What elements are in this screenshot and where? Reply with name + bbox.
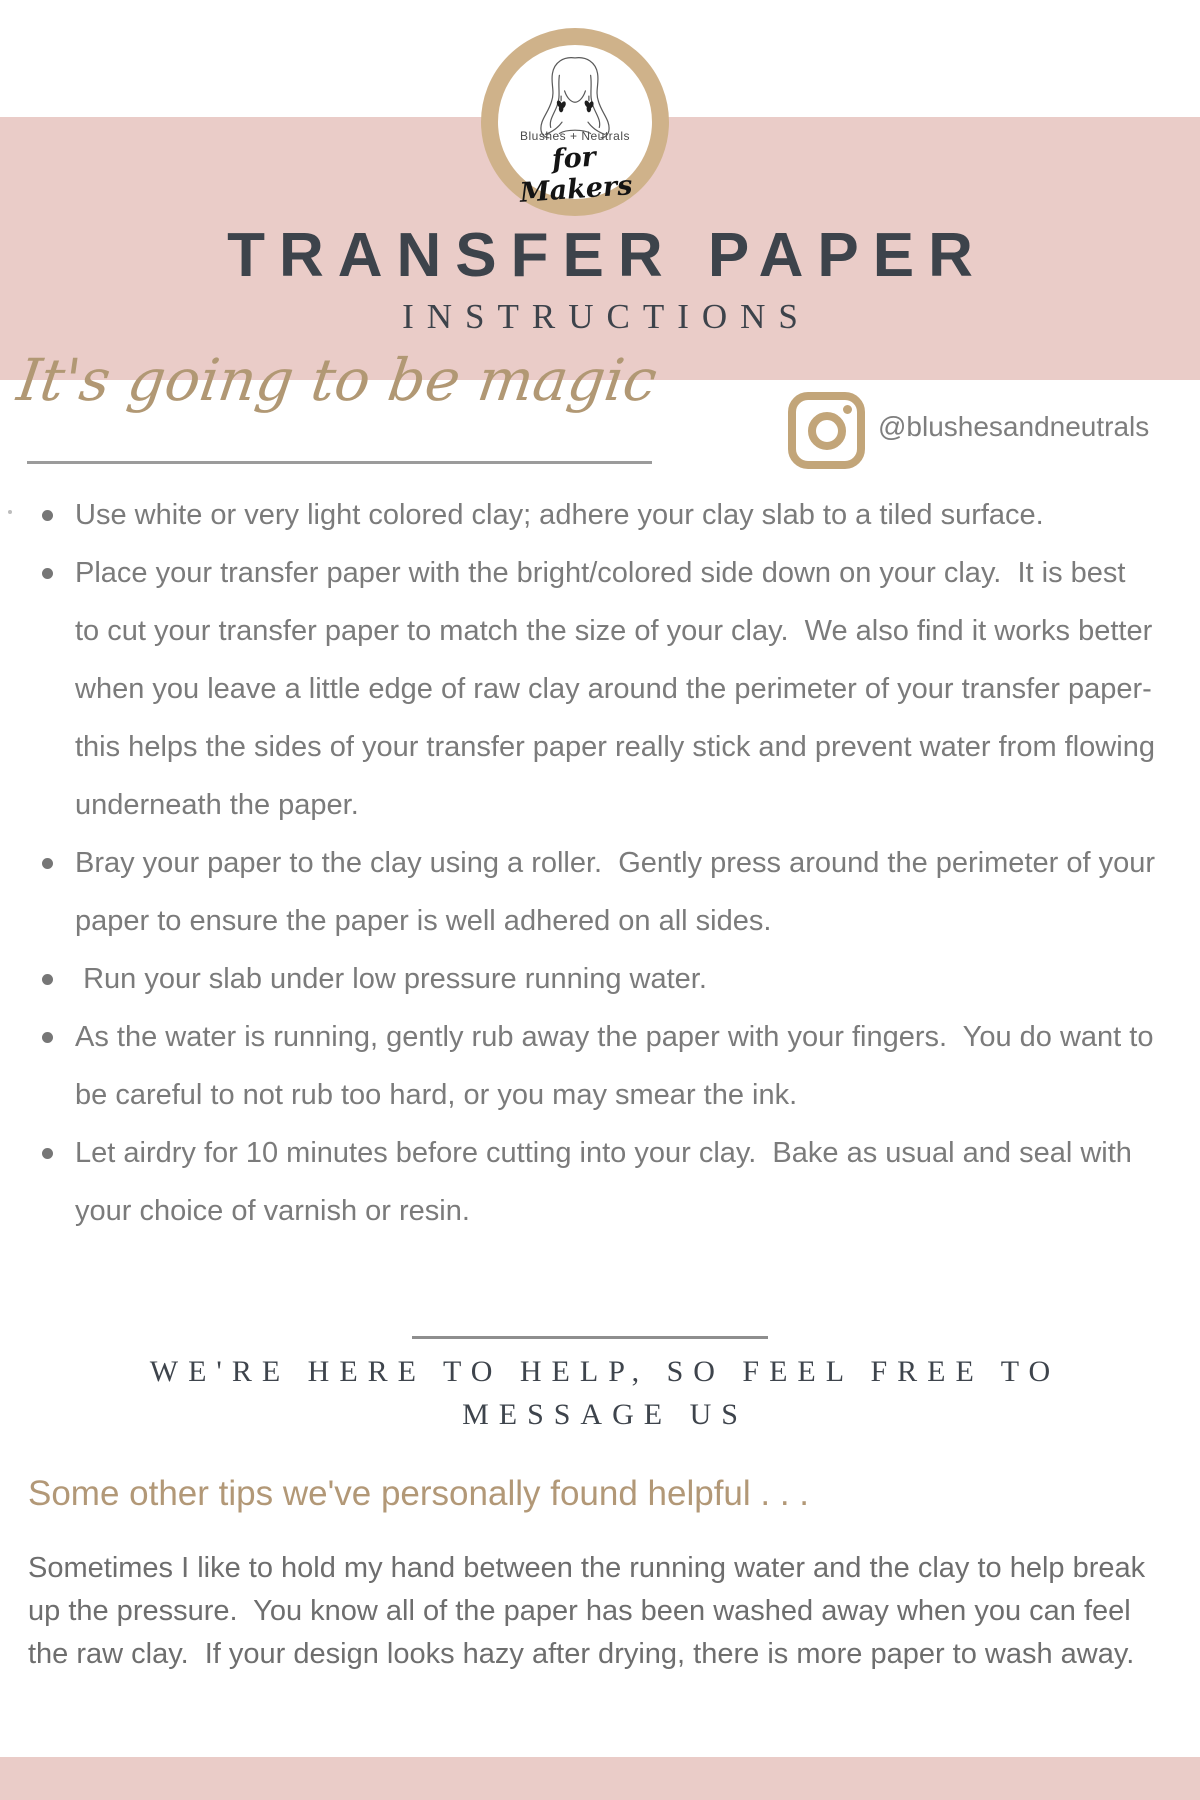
list-item: As the water is running, gently rub away the paper with your fingers. You do want to be careful to not rub too hard, or you may smear the ink.: [40, 1008, 1155, 1124]
page-title: TRANSFER PAPER: [227, 221, 987, 290]
list-item: Let airdry for 10 minutes before cutting into your clay. Bake as usual and seal with your choice of varnish or resin.: [40, 1124, 1155, 1240]
list-item: Use white or very light colored clay; adhere your clay slab to a tiled surface.: [40, 486, 1155, 544]
help-message: [0, 1350, 1200, 1436]
instagram-lens: [808, 412, 846, 450]
tips-heading: Some other tips we've personally found helpful . . .: [28, 1474, 810, 1513]
script-tagline: It's going to be magic: [13, 346, 661, 414]
instagram-flash-dot: [843, 405, 852, 414]
instructions-list: [40, 486, 1164, 1240]
instagram-handle[interactable]: @blushesandneutrals: [878, 411, 1150, 442]
help-message-line1: WE'RE HERE TO HELP, SO FEEL FREE TO: [149, 1355, 1061, 1388]
section-divider: [412, 1336, 768, 1339]
list-item: Run your slab under low pressure running water.: [40, 950, 1155, 1008]
stray-dot: [8, 510, 12, 514]
help-message-line2: MESSAGE US: [462, 1398, 748, 1431]
brand-logo: [481, 28, 669, 216]
logo-brand-name: Blushes + Neutrals: [519, 129, 631, 143]
list-item: Bray your paper to the clay using a roller. Gently press around the perimeter of your paper to ensure the paper is well adhered on all sides.: [40, 834, 1155, 950]
logo-tagline: for Makers: [518, 141, 634, 209]
tagline-underline: [27, 461, 652, 464]
footer-pink-band: [0, 1757, 1200, 1800]
tips-paragraph: Sometimes I like to hold my hand between the running water and the clay to help break up the pressure. You know all of the paper has been washed away when you can feel the raw clay. If your design looks hazy after drying, there is more paper to wash away.: [28, 1552, 1154, 1670]
instagram-icon[interactable]: [788, 392, 865, 469]
list-item: Place your transfer paper with the bright/colored side down on your clay. It is best to cut your transfer paper to match the size of your clay. We also find it works better when you leave a little edge of raw clay around the perimeter of your transfer paper- this helps the sides of your transfer paper really stick and prevent water from flowing underneath the paper.: [40, 544, 1155, 834]
page-subtitle: INSTRUCTIONS: [402, 297, 811, 336]
